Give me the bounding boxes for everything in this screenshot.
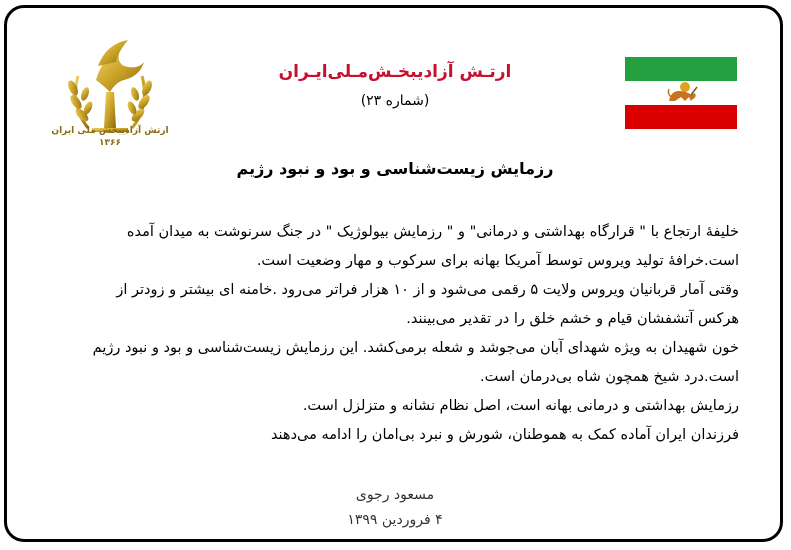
- body-line: رزمایش بهداشتی و درمانی بهانه است، اصل نظام نشانه و متزلزل است.: [302, 398, 739, 414]
- body-line: وقتی آمار قربانیان ویروس ولایت ۵ رقمی می‌شود و از ۱۰ هزار فراتر می‌رود .خامنه ای بیشتر و زودتر از: [116, 282, 739, 298]
- emblem-caption: ارتش آزادیبخش ملی ایران: [51, 126, 169, 136]
- body-line: هرکس آتشفشان قیام و خشم خلق را در تقدیر می‌بینند.: [406, 311, 739, 327]
- organization-title: ارتـش آزادیبخـش‌مـلی‌ایـران: [278, 62, 512, 82]
- body-line: خلیفهٔ ارتجاع با " قرارگاه بهداشتی و درمانی" و " رزمایش بیولوژیک " در جنگ سرنوشت به میدان آمده: [126, 224, 739, 240]
- issue-number: (شماره ۲۳): [360, 93, 430, 109]
- statement-headline: رزمایش زیست‌شناسی و بود و نبود رژیم: [236, 159, 554, 178]
- statement-body: [39, 218, 739, 450]
- body-line: است.خرافهٔ تولید ویروس توسط آمریکا بهانه برای سرکوب و مهار وضعیت است.: [256, 253, 739, 269]
- iran-lion-and-sun-flag-icon: [625, 57, 737, 129]
- emblem-year: ۱۳۶۶: [99, 138, 121, 148]
- body-line: فرزندان ایران آماده کمک به هموطنان، شورش و نبرد بی‌امان را ادامه می‌دهند: [270, 427, 739, 443]
- dove-wheat-emblem-icon: [58, 36, 162, 154]
- signatory-name: مسعود رجوی: [355, 487, 435, 503]
- body-line: است.درد شیخ همچون شاه بی‌درمان است.: [479, 369, 739, 385]
- signature-block: [280, 483, 510, 533]
- signature-date: ۴ فروردین ۱۳۹۹: [347, 512, 443, 528]
- body-line: خون شهیدان به ویژه شهدای آبان می‌جوشد و شعله برمی‌کشد. این رزمایش زیست‌شناسی و بود و نبود رژیم: [92, 340, 739, 356]
